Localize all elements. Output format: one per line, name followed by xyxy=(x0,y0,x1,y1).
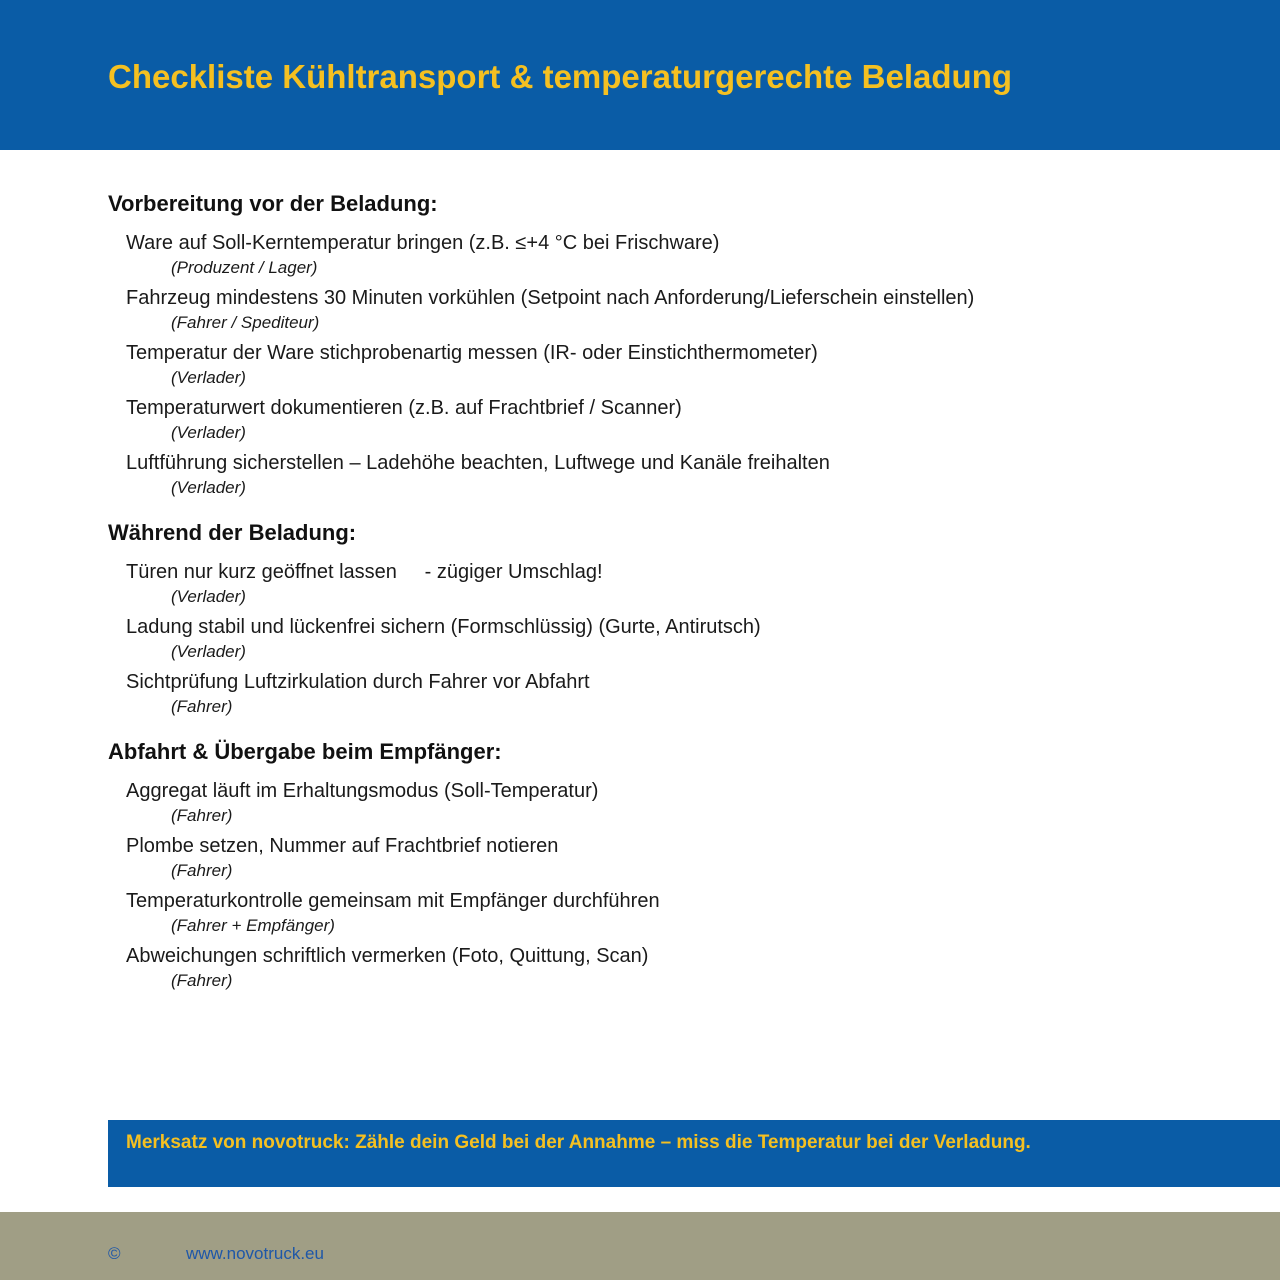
item-text: Sichtprüfung Luftzirkulation durch Fahrer vor Abfahrt xyxy=(126,671,590,693)
section-title: Vorbereitung vor der Beladung: xyxy=(108,191,438,216)
item-role: (Verlader) xyxy=(171,423,246,442)
item-text: Türen nur kurz geöffnet lassen - zügiger Umschlag! xyxy=(126,561,603,583)
item-role: (Produzent / Lager) xyxy=(171,258,318,277)
checklist-item xyxy=(126,833,1208,882)
checklist-item xyxy=(126,450,1208,499)
checklist-item xyxy=(126,778,1208,827)
checklist-item xyxy=(126,614,1208,663)
item-text: Temperatur der Ware stichprobenartig messen (IR- oder Einstichthermometer) xyxy=(126,342,818,364)
merksatz-text: Merksatz von novotruck: Zähle dein Geld bei der Annahme – miss die Temperatur bei der Verladung. xyxy=(126,1132,1031,1153)
item-text: Temperaturkontrolle gemeinsam mit Empfänger durchführen xyxy=(126,890,660,912)
checklist-item xyxy=(126,669,1208,718)
checklist-item xyxy=(126,559,1208,608)
header-banner xyxy=(0,0,1280,150)
section-title: Abfahrt & Übergabe beim Empfänger: xyxy=(108,739,502,764)
item-role: (Verlader) xyxy=(171,587,246,606)
item-role: (Verlader) xyxy=(171,478,246,497)
item-text: Plombe setzen, Nummer auf Frachtbrief notieren xyxy=(126,835,559,857)
footer xyxy=(0,1212,1280,1280)
item-text: Luftführung sicherstellen – Ladehöhe beachten, Luftwege und Kanäle freihalten xyxy=(126,452,830,474)
item-role: (Fahrer + Empfänger) xyxy=(171,916,335,935)
checklist-item xyxy=(126,395,1208,444)
section-loading xyxy=(108,519,1208,718)
checklist-item xyxy=(126,943,1208,992)
item-text: Abweichungen schriftlich vermerken (Foto, Quittung, Scan) xyxy=(126,945,649,967)
item-role: (Fahrer) xyxy=(171,971,233,990)
section-title: Während der Beladung: xyxy=(108,520,357,545)
checklist-item xyxy=(126,340,1208,389)
item-text: Ladung stabil und lückenfrei sichern (Formschlüssig) (Gurte, Antirutsch) xyxy=(126,616,761,638)
item-role: (Fahrer) xyxy=(171,697,233,716)
item-text: Temperaturwert dokumentieren (z.B. auf Frachtbrief / Scanner) xyxy=(126,397,682,419)
section-departure xyxy=(108,738,1208,992)
merksatz-banner xyxy=(108,1120,1280,1187)
page-title: Checkliste Kühltransport & temperaturgerechte Beladung xyxy=(108,58,1013,95)
item-role: (Fahrer) xyxy=(171,861,233,880)
item-role: (Fahrer) xyxy=(171,806,233,825)
item-role: (Verlader) xyxy=(171,368,246,387)
checklist-item xyxy=(126,230,1208,279)
checklist-item xyxy=(126,888,1208,937)
item-text: Ware auf Soll-Kerntemperatur bringen (z.B. ≤+4 °C bei Frischware) xyxy=(126,232,720,254)
item-role: (Fahrer / Spediteur) xyxy=(171,313,320,332)
item-role: (Verlader) xyxy=(171,642,246,661)
copyright-icon: © xyxy=(108,1244,121,1263)
section-preparation xyxy=(108,190,1208,499)
website-link[interactable]: www.novotruck.eu xyxy=(186,1244,324,1263)
checklist-item xyxy=(126,285,1208,334)
item-text: Aggregat läuft im Erhaltungsmodus (Soll-Temperatur) xyxy=(126,780,599,802)
item-text: Fahrzeug mindestens 30 Minuten vorkühlen (Setpoint nach Anforderung/Lieferschein einstellen) xyxy=(126,287,975,309)
checklist-content xyxy=(108,190,1208,1012)
